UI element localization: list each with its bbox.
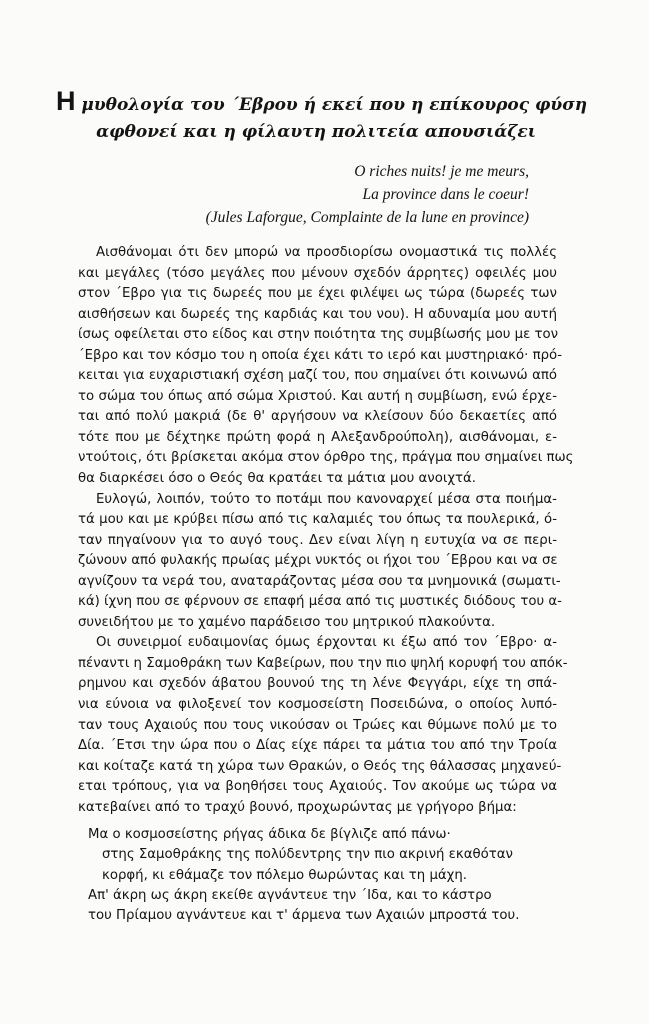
body-line: Δία. ΄Ετσι την ώρα που ο Δίας είχε πάρει τα μάτια του από την Τροία — [78, 738, 557, 754]
body-line: κά) ίχνη που σε φέρνουν σε επαφή μέσα από τις μυστικές διόδους του α- — [78, 594, 562, 610]
verse-line: κορφή, κι εθάμαζε τον πόλεμο θωρώντας και τη μάχη. — [102, 867, 468, 883]
chapter-title — [56, 86, 588, 146]
verse-line: στης Σαμοθράκης της πολύδεντρης την πιο ακρινή εκαθόταν — [102, 847, 513, 863]
body-line: Ευλογώ, λοιπόν, τούτο το ποτάμι που κανοναρχεί μέσα στα ποιήμα- — [96, 491, 557, 507]
body-line: τότε που με δέχτηκε πρώτη φορά η Αλεξανδρούπολη), αισθάνομαι, ε- — [78, 429, 557, 445]
epigraph — [206, 160, 529, 229]
quoted-verse — [88, 825, 558, 926]
epigraph-line: O riches nuits! je me meurs, — [354, 163, 529, 180]
verse-line: Απ' άκρη ως άκρη εκείθε αγνάντευε την ΄Ιδα, και το κάστρο — [88, 887, 492, 903]
body-line: ντούτοις, ότι βρίσκεται ακόμα στον όρθρο της, πράγμα που σημαίνει πως — [78, 450, 574, 466]
chapter-title-line-2: αφθονεί και η φίλαυτη πολιτεία απουσιάζει — [96, 122, 536, 142]
epigraph-line: La province dans le coeur! — [362, 186, 529, 203]
body-line: κατεβαίνει από το τραχύ βουνό, προχωρώντας με γρήγορο βήμα: — [78, 799, 517, 815]
body-line: Οι συνειρμοί ευδαιμονίας όμως έρχονται κι έξω από τον ΄Εβρο· α- — [96, 635, 557, 651]
epigraph-attribution: (Jules Laforgue, Complainte de la lune en province) — [205, 209, 529, 226]
body-line: πέναντι η Σαμοθράκη των Καβείρων, που την πιο ψηλή κορυφή του απόκ- — [78, 655, 568, 671]
body-line: τά μου και με κρύβει πίσω από τις καλαμιές του όπως τα πουλερικά, ό- — [78, 512, 557, 528]
body-text — [78, 243, 574, 818]
verse-line: του Πρίαμου αγνάντευε και τ' άρμενα των Αχαιών μπροστά του. — [88, 908, 520, 924]
body-line: το σώμα του όπως από σώμα Χριστού. Και αυτή η συμβίωση, ενώ έρχε- — [78, 388, 557, 404]
body-line: ταν τους Αχαιούς που τους νικούσαν οι Τρώες και θύμωνε πολύ με το — [78, 717, 557, 733]
body-line: συνειδήτου με το χαμένο παράδεισο του μητρικού πλακούντα. — [78, 614, 496, 630]
body-line: ταν πηγαίνουν για το αυγό τους. Δεν είναι λίγη η ευτυχία να σε περι- — [78, 532, 557, 548]
body-line: ΄Εβρο και τον κόσμο του η οποία έχει κάτι το ιερό και μυστηριακό· πρό- — [78, 347, 562, 363]
body-line: και κοίταζε κατά τη χώρα των Θρακών, ο Θεός της θάλασσας μηχανεύ- — [78, 758, 562, 774]
body-line: ίσως οφείλεται στο είδος και στην ποιότητα της συμβίωσής μου με τον — [78, 327, 559, 343]
body-line: αγνίζουν τα νερά του, αναταράζοντας μέσα σου τα μνημονικά (σωματι- — [78, 573, 561, 589]
title-initial: Η — [56, 86, 76, 116]
body-line: εται τρόπους, για να βοηθήσει τους Αχαιούς. Τον ακούμε ως τώρα να — [78, 779, 557, 795]
body-line: ρημνου και σχεδόν άβατου βουνού της τη λένε Φεγγάρι, είχε τη σπά- — [78, 676, 557, 692]
body-line: ται από πολύ μακριά (δε θ' αργήσουν να κλείσουν δύο δεκαετίες από — [78, 409, 557, 425]
body-line: ζώνουν από φυλακής πρωίας μέχρι νυκτός οι ήχοι του ΄Εβρου και να σε — [78, 553, 558, 569]
body-line: στον ΄Εβρο για τις δωρεές που με έχει φιλέψει ως τώρα (δωρεές των — [78, 286, 557, 302]
chapter-title-line-1 — [56, 86, 588, 119]
body-line: και μεγάλες (τόσο μεγάλες που μένουν σχεδόν άρρητες) οφειλές μου — [78, 265, 557, 281]
verse-line: Μα ο κοσμοσείστης ρήγας άδικα δε βίγλιζε από πάνω· — [88, 827, 451, 842]
body-line: νια εύνοια να φιλοξενεί τον κοσμοσείστη Ποσειδώνα, ο οποίος λυπό- — [78, 697, 557, 713]
body-line: κειται για ευχαριστιακή σχέση μαζί του, που σημαίνει ότι κοινωνώ από — [78, 368, 557, 384]
title-line-1-text: μυθολογία του ΄Εβρου ή εκεί που η επίκουρος φύση — [75, 95, 588, 115]
body-line: θα διαρκέσει όσο ο Θεός θα κρατάει τα μάτια μου ανοιχτά. — [78, 471, 477, 487]
body-line: Αισθάνομαι ότι δεν μπορώ να προσδιορίσω ονομαστικά τις πολλές — [96, 245, 557, 260]
body-line: αισθήσεων και δωρεές της καρδιάς και του νου). Η αδυναμία μου αυτή — [78, 306, 557, 322]
